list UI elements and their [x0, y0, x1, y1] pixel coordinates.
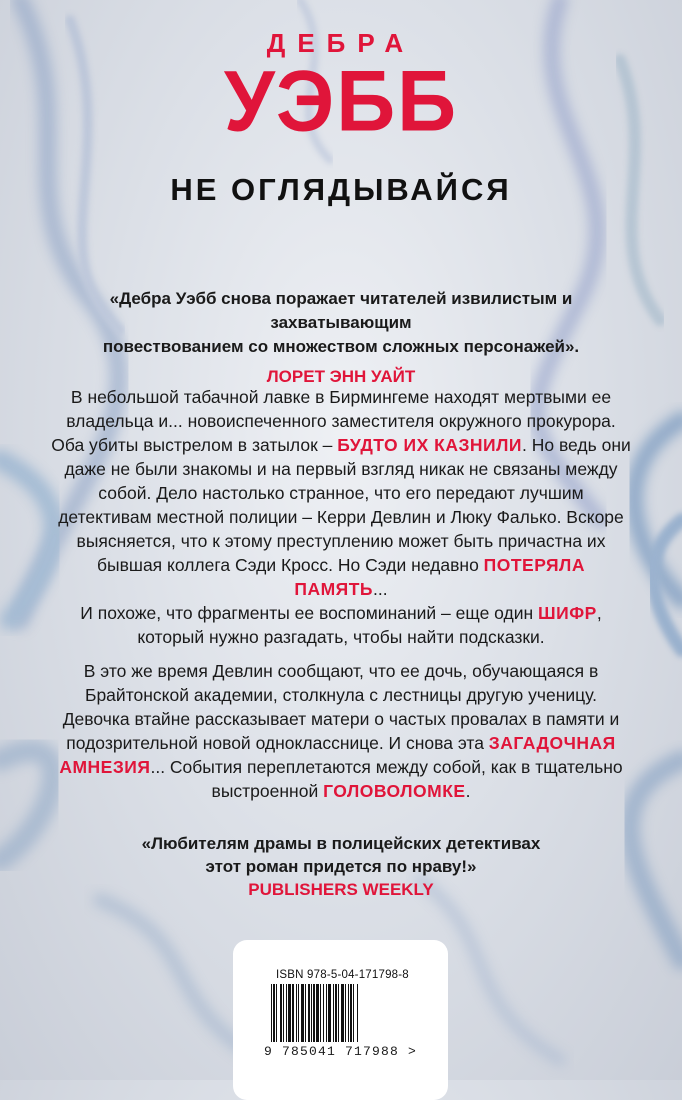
highlight-phrase: БУДТО ИХ КАЗНИЛИ [337, 435, 522, 455]
barcode-image [271, 984, 411, 1046]
desc-text: И похоже, что фрагменты ее воспоминаний – еще один [80, 603, 539, 623]
review-quote-bottom [60, 832, 622, 901]
barcode-panel [233, 940, 448, 1100]
desc-text: В это же время Девлин сообщают, что ее дочь, обучающаяся в Брайтонской академии, столкнула с лестницы другую ученицу. Девочка втайне рассказывает матери о частых провалах в памяти и подозрительной новой однокласснице. И снова эта [62, 661, 620, 753]
desc-text: В небольшой табачной лавке в Бирмингеме находят мертвыми ее владельца и... новоиспеченного заместителя окружного прокурора. Оба убиты выстрелом в затылок – [51, 387, 616, 455]
isbn-number: ISBN 978-5-04-171798-8 [276, 969, 409, 981]
review-quote-top [40, 287, 642, 389]
description-paragraph-1 [50, 385, 632, 649]
quote-line: «Дебра Уэбб снова поражает читателей извилистым и захватывающим [109, 289, 573, 332]
quote-attribution: ЛОРЕТ ЭНН УАЙТ [266, 367, 416, 386]
quote-line: «Любителям драмы в полицейских детективах [141, 834, 541, 853]
desc-text: ... [373, 579, 388, 599]
book-title: НЕ ОГЛЯДЫВАЙСЯ [170, 172, 512, 207]
desc-text: ... События переплетаются между собой, как в тщательно выстроенной [150, 757, 623, 801]
highlight-phrase: ШИФР [538, 603, 597, 623]
barcode-digits: 9 785041 717988 > [264, 1044, 418, 1059]
highlight-phrase: ЗАГАДОЧНАЯ АМНЕЗИЯ [59, 733, 616, 777]
desc-text: . [465, 781, 471, 801]
quote-line: этот роман придется по нраву!» [205, 857, 477, 876]
quote-attribution: PUBLISHERS WEEKLY [248, 880, 434, 899]
highlight-phrase: ГОЛОВОЛОМКЕ [323, 781, 466, 801]
description-paragraph-2 [50, 659, 632, 803]
author-first-name: ДЕБРА [266, 28, 416, 58]
desc-text: . Но ведь они даже не были знакомы и на первый взгляд никак не связаны между собой. Дело настолько странное, что его передают лучшим детективам местной полиции – Керри Девлин и Люку Фалько. Вскоре выясняется, что к этому преступлению может быть причастна их бывшая коллега Сэди Кросс. Но Сэди недавно [58, 435, 631, 575]
author-last-name: УЭББ [223, 53, 459, 150]
highlight-phrase: ПОТЕРЯЛА ПАМЯТЬ [294, 555, 585, 599]
quote-line: повествованием со множеством сложных персонажей». [102, 337, 580, 356]
desc-text: , который нужно разгадать, чтобы найти подсказки. [137, 603, 602, 647]
